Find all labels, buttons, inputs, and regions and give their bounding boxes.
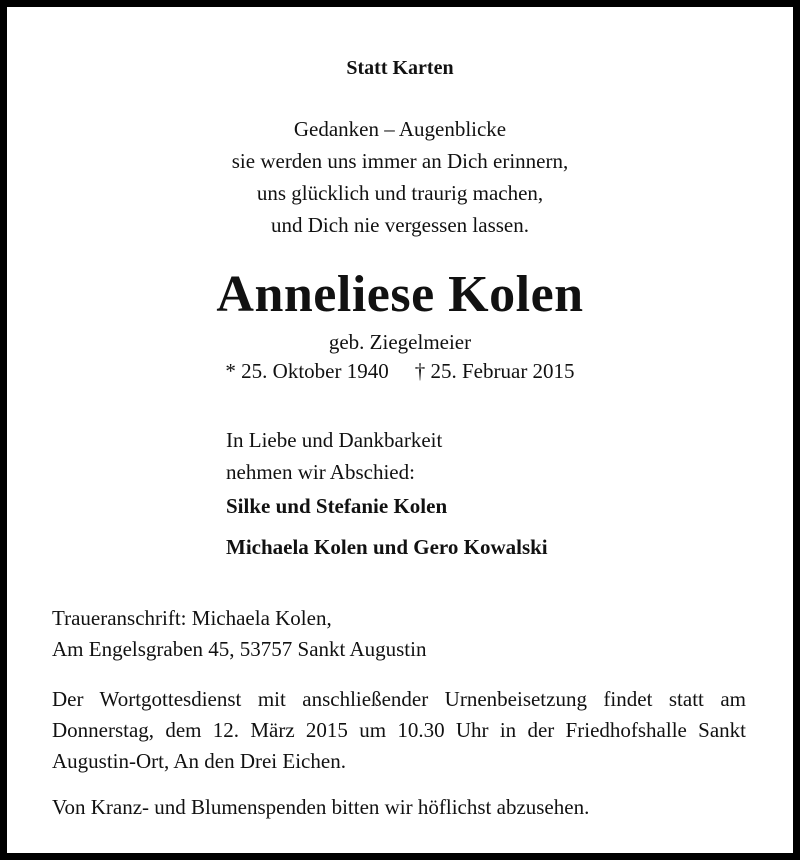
death-date: † 25. Februar 2015 (414, 359, 575, 383)
farewell-line: nehmen wir Abschied: (226, 460, 415, 484)
verse-line: und Dich nie vergessen lassen. (271, 213, 529, 237)
address-line: Am Engelsgraben 45, 53757 Sankt Augustin (52, 637, 427, 661)
heading: Statt Karten (346, 57, 454, 79)
address-line: Traueranschrift: Michaela Kolen, (52, 606, 332, 630)
verse-line: sie werden uns immer an Dich erinnern, (231, 149, 569, 173)
farewell-text (226, 424, 442, 488)
service-info: Der Wortgottesdienst mit anschließender Urnenbeisetzung findet statt am Donnerstag, dem 12. März 2015 um 10.30 Uhr in der Friedhofshalle Sankt Augustin-Ort, An den Drei Eichen. (52, 687, 746, 773)
mourner-name: Silke und Stefanie Kolen (226, 494, 448, 518)
life-dates (7, 359, 793, 384)
verse-line: uns glücklich und traurig machen, (256, 181, 544, 205)
farewell-line: In Liebe und Dankbarkeit (226, 428, 443, 452)
deceased-name: Anneliese Kolen (216, 266, 584, 323)
closing-note: Von Kranz- und Blumenspenden bitten wir höflichst abzusehen. (52, 795, 590, 819)
mourning-address (52, 603, 746, 665)
mourner-name: Michaela Kolen und Gero Kowalski (226, 535, 548, 559)
birth-date: * 25. Oktober 1940 (225, 359, 389, 383)
verse-line: Gedanken – Augenblicke (293, 117, 507, 141)
verse (7, 113, 793, 241)
maiden-name: geb. Ziegelmeier (328, 330, 472, 354)
